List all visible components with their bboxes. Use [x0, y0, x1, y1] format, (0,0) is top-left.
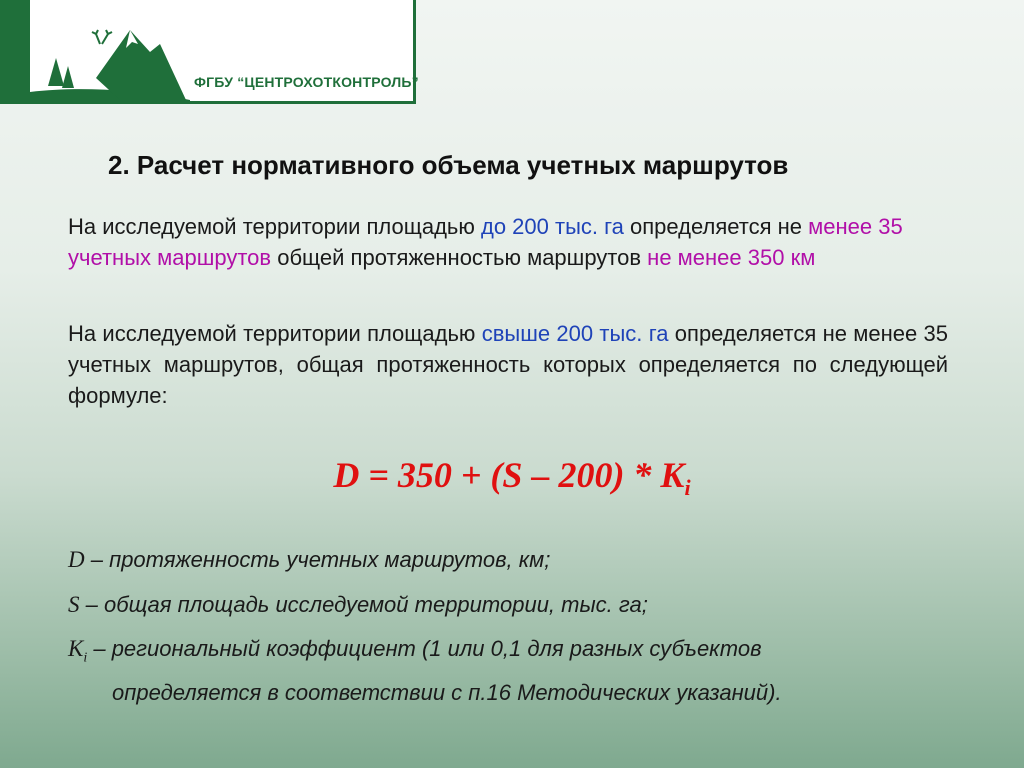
- symbol-d: D: [68, 547, 85, 572]
- symbol-k-letter: K: [68, 636, 84, 661]
- definition-s: [68, 588, 968, 622]
- definition-d-text: – протяженность учетных маршрутов, км;: [84, 547, 551, 572]
- p1-length-highlight: не менее 350 км: [647, 245, 816, 270]
- p1-text-c: определяется не: [623, 214, 809, 239]
- definition-k-text: – региональный коэффициент (1 или 0,1 для разных субъектов: [87, 636, 762, 661]
- p1-text-e: общей протяженностью маршрутов: [271, 245, 648, 270]
- page-title: 2. Расчет нормативного объема учетных маршрутов: [108, 150, 789, 180]
- p1-routes-highlight: менее 35 учетных маршрутов: [68, 214, 903, 270]
- symbol-k-subscript: i: [83, 650, 88, 666]
- symbol-s: S: [68, 592, 80, 617]
- definition-k-text-continued: определяется в соответствии с п.16 Методических указаний).: [112, 679, 782, 705]
- formula-main: D = 350 + (S – 200) * K: [333, 455, 685, 495]
- formula-subscript: i: [684, 475, 691, 500]
- formula: [0, 454, 1024, 501]
- org-name: ФГБУ “ЦЕНТРОХОТКОНТРОЛЬ”: [194, 74, 419, 90]
- p1-area-highlight: до 200 тыс. га: [481, 214, 624, 239]
- p2-text-a: На исследуемой территории площадью: [68, 321, 482, 346]
- logo-banner: [0, 0, 419, 104]
- symbol-k: [68, 636, 88, 666]
- paragraph-over-200: [68, 318, 948, 411]
- definition-k: [68, 632, 968, 710]
- definition-d: [68, 543, 968, 577]
- p2-text-c: определяется не менее 35 учетных маршрутов, общая протяженность которых определяется по следующей формуле:: [68, 321, 948, 408]
- paragraph-up-to-200: [68, 211, 948, 273]
- p1-text-a: На исследуемой территории площадью: [68, 214, 481, 239]
- definition-s-text: – общая площадь исследуемой территории, тыс. га;: [79, 592, 648, 617]
- p2-area-highlight: свыше 200 тыс. га: [481, 321, 669, 346]
